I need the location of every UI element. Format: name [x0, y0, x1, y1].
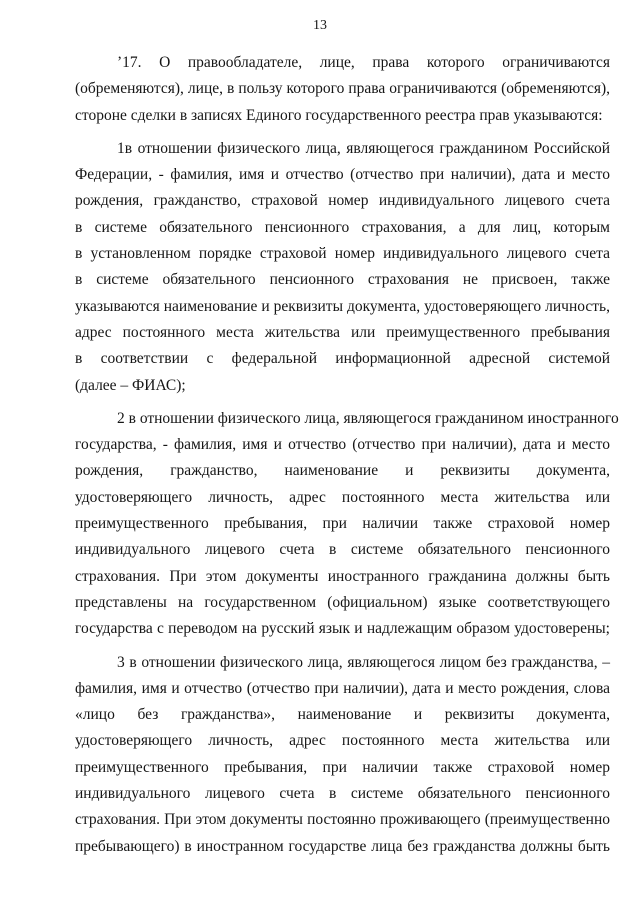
- text-line: фамилия, имя и отчество (отчество при наличии), дата и место рождения, слова: [75, 679, 610, 697]
- text-line: страхования. При этом документы иностранного гражданина должны быть: [75, 567, 610, 585]
- text-line: рождения, гражданство, страховой номер индивидуального лицевого счета: [75, 192, 610, 210]
- text-line: адрес постоянного места жительства или преимущественного пребывания: [75, 323, 610, 341]
- text-line: в системе обязательного пенсионного страхования, а для лиц, которым: [75, 218, 610, 236]
- paragraph-17-3: [75, 650, 610, 860]
- text-line: преимущественного пребывания, при наличии также страховой номер: [75, 758, 610, 776]
- text-line: рождения, гражданство, наименование и реквизиты документа,: [75, 462, 610, 480]
- text-line: преимущественного пребывания, при наличии также страховой номер: [75, 515, 610, 533]
- text-line: государства с переводом на русский язык и надлежащим образом удостоверены;: [75, 620, 610, 638]
- text-line: индивидуального лицевого счета в системе обязательного пенсионного: [75, 541, 610, 559]
- text-line: удостоверяющего личность, адрес постоянного места жительства или: [75, 488, 610, 506]
- text-line: в установленном порядке страховой номер индивидуального лицевого счета: [75, 245, 610, 263]
- text-line: представлены на государственном (официальном) языке соответствующего: [75, 593, 610, 611]
- text-line: стороне сделки в записях Единого государственного реестра прав указываются:: [75, 106, 603, 124]
- text-line: 3 в отношении физического лица, являющегося лицом без гражданства, –: [117, 653, 610, 671]
- text-line: 1в отношении физического лица, являющегося гражданином Российской: [117, 139, 610, 157]
- text-line: указываются наименование и реквизиты документа, удостоверяющего личность,: [75, 297, 610, 315]
- text-line: в соответствии с федеральной информационной адресной системой: [75, 350, 610, 368]
- text-line: «лицо без гражданства», наименование и реквизиты документа,: [75, 706, 610, 724]
- text-line: Федерации, - фамилия, имя и отчество (отчество при наличии), дата и место: [75, 166, 610, 184]
- text-line: страхования. При этом документы постоянно проживающего (преимущественно: [75, 811, 610, 829]
- text-line: государства, - фамилия, имя и отчество (отчество при наличии), дата и место: [75, 436, 610, 454]
- paragraph-17-1: [75, 136, 610, 399]
- text-line: ’17. О правообладателе, лице, права которого ограничиваются: [117, 54, 610, 71]
- page-number: 13: [313, 18, 327, 33]
- text-line: пребывающего) в иностранном государстве лица без гражданства должны быть: [75, 837, 610, 855]
- text-line: удостоверяющего личность, адрес постоянного места жительства или: [75, 732, 610, 750]
- text-line: 2 в отношении физического лица, являющегося гражданином иностранного: [117, 409, 619, 427]
- text-line: (далее – ФИАС);: [75, 376, 186, 394]
- document-body: [75, 50, 619, 860]
- text-line: (обременяются), лице, в пользу которого права ограничиваются (обременяются),: [75, 80, 610, 98]
- text-line: индивидуального лицевого счета в системе обязательного пенсионного: [75, 785, 610, 803]
- text-line: в системе обязательного пенсионного страхования не присвоен, также: [75, 271, 610, 289]
- paragraph-17-2: [75, 406, 619, 643]
- paragraph-17: [75, 50, 610, 129]
